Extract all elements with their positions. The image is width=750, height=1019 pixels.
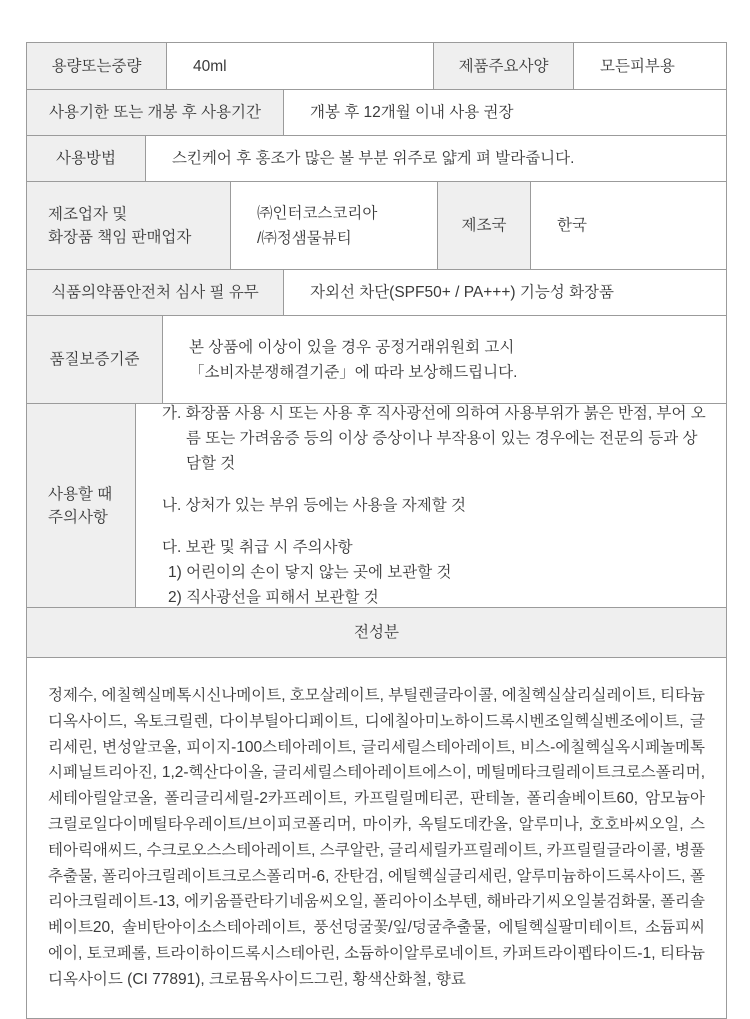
row-header-volume: 용량또는중량	[27, 43, 166, 89]
precautions-label-line1: 사용할 때	[48, 485, 113, 503]
row-header-spec: 제품주요사양	[433, 43, 573, 89]
manufacturer-value	[230, 182, 437, 269]
row-header-expiry: 사용기한 또는 개봉 후 사용기간	[27, 90, 283, 135]
row-header-mfds: 식품의약품안전처 심사 필 유무	[27, 270, 283, 315]
table-row	[27, 89, 726, 135]
table-row	[27, 269, 726, 315]
precaution-item-c2: 2) 직사광선을 피해서 보관할 것	[168, 589, 379, 606]
product-info-table	[26, 42, 727, 1019]
mfds-value: 자외선 차단(SPF50+ / PA+++) 기능성 화장품	[283, 270, 726, 315]
row-header-precautions	[27, 404, 135, 607]
warranty-value	[162, 316, 726, 403]
usage-value: 스킨케어 후 홍조가 많은 볼 부분 위주로 얇게 펴 발라줍니다.	[145, 136, 726, 181]
row-header-warranty: 품질보증기준	[27, 316, 162, 403]
precaution-item-a: 가. 화장품 사용 시 또는 사용 후 직사광선에 의하여 사용부위가 붉은 반점, 부어 오름 또는 가려움증 등의 이상 증상이나 부작용이 있는 경우에는 전문의 등과 상담할 것	[162, 405, 706, 472]
table-row	[27, 607, 726, 657]
ingredients-title: 전성분	[27, 608, 726, 657]
table-row	[27, 657, 726, 1018]
row-header-manufacturer	[27, 182, 230, 269]
table-row	[27, 135, 726, 181]
manufacturer-label-line1: 제조업자 및	[48, 205, 128, 223]
row-header-country: 제조국	[437, 182, 530, 269]
spec-value: 모든피부용	[573, 43, 726, 89]
precaution-item-b: 나. 상처가 있는 부위 등에는 사용을 자제할 것	[162, 497, 466, 514]
manufacturer-label-line2: 화장품 책임 판매업자	[48, 228, 192, 246]
table-row	[27, 315, 726, 403]
row-header-usage: 사용방법	[27, 136, 145, 181]
manufacturer-value-line2: /㈜정샘물뷰티	[257, 229, 352, 247]
table-row	[27, 43, 726, 89]
table-row	[27, 403, 726, 607]
precaution-item-c1: 1) 어린이의 손이 닿지 않는 곳에 보관할 것	[168, 564, 452, 581]
precautions-content	[135, 404, 726, 607]
expiry-value: 개봉 후 12개월 이내 사용 권장	[283, 90, 726, 135]
warranty-value-line2: 「소비자분쟁해결기준」에 따라 보상해드립니다.	[189, 363, 518, 381]
precautions-label-line2: 주의사항	[48, 508, 108, 526]
precaution-item-c: 다. 보관 및 취급 시 주의사항	[162, 539, 353, 556]
manufacturer-value-line1: ㈜인터코스코리아	[257, 204, 378, 222]
table-row	[27, 181, 726, 269]
ingredients-text: 정제수, 에칠헥실메톡시신나메이트, 호모살레이트, 부틸렌글라이콜, 에칠헥실살리실레이트, 티타늄디옥사이드, 옥토크릴렌, 다이부틸아디페이트, 디에칠아미노하이드록시벤조일헥실벤조에이트, 글리세린, 변성알코올, 피이지-100스테아레이트, 글리세릴스테아레이트, 비스-에칠헥실옥시페놀메톡시페닐트리아진, 1,2-헥산다이올, 글리세릴스테아레이트에스이, 메틸메타크릴레이트크로스폴리머, 세테아릴알코올, 폴리글리세릴-2카프레이트, 카프릴릴메티콘, 판테놀, 폴리솔베이트60, 암모늄아크릴로일다이메틸타우레이트/브이피코폴리머, 마이카, 옥틸도데칸올, 알루미나, 호호바씨오일, 스테아릭애씨드, 수크로오스스테아레이트, 스쿠알란, 글리세릴카프릴레이트, 카프릴릴글라이콜, 병풀추출물, 폴리아크릴레이트크로스폴리머-6, 잔탄검, 에틸헥실글리세린, 알루미늄하이드록사이드, 폴리아크릴레이트-13, 에키움플란타기네움씨오일, 폴리아이소부텐, 해바라기씨오일불검화물, 폴리솔베이트20, 솔비탄아이소스테아레이트, 풍선덩굴꽃/잎/덩굴추출물, 에틸헥실팔미테이트, 소듐피씨에이, 토코페롤, 트라이하이드록시스테아린, 소듐하이알루로네이트, 카퍼트라이펩타이드-1, 티타늄디옥사이드 (CI 77891), 크로뮴옥사이드그린, 황색산화철, 향료	[48, 687, 705, 988]
country-value: 한국	[530, 182, 726, 269]
warranty-value-line1: 본 상품에 이상이 있을 경우 공정거래위원회 고시	[189, 338, 515, 356]
volume-value: 40ml	[166, 43, 433, 89]
